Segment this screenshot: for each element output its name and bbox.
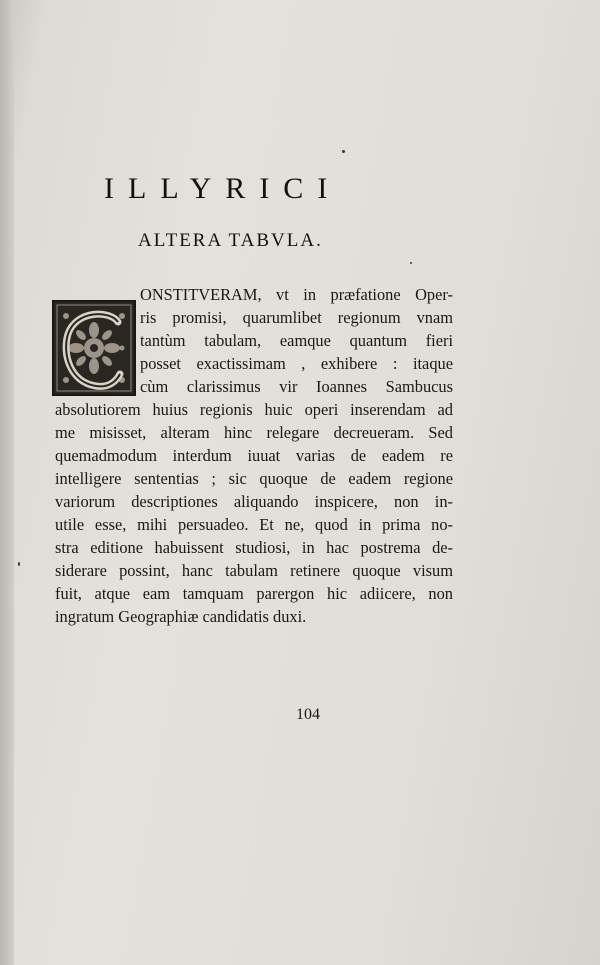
- page-title: ILLYRICI: [104, 172, 342, 205]
- body-paragraph: [55, 283, 453, 628]
- paper-speck: [410, 262, 412, 264]
- text-line: siderare possint, hanc tabulam retinere quoque visum: [55, 561, 453, 580]
- paper-speck: [342, 150, 345, 153]
- text-line: utile esse, mihi persuadeo. Et ne, quod in prima no-: [55, 515, 453, 534]
- text-line: tantùm tabulam, eamque quantum fieri: [140, 331, 453, 350]
- text-line: stra editione habuissent studiosi, in hac postrema de-: [55, 538, 453, 557]
- text-line: posset exactissimam , exhibere : itaque: [140, 354, 453, 373]
- text-line: intelligere sententias ; sic quoque de eadem regione: [55, 469, 453, 488]
- text-line: me misisset, alteram hinc relegare decreueram. Sed: [55, 423, 453, 442]
- page-subtitle: ALTERA TABVLA.: [138, 230, 323, 251]
- text-line: absolutiorem huius regionis huic operi inserendam ad: [55, 400, 453, 419]
- text-line: ingratum Geographiæ candidatis duxi.: [55, 607, 307, 626]
- text-line: fuit, atque eam tamquam parergon hic adiicere, non: [55, 584, 453, 603]
- paper-speck: [18, 562, 20, 566]
- text-line: quemadmodum interdum iuuat varias de eadem re: [55, 446, 453, 465]
- page-number: 104: [296, 706, 320, 723]
- text-line: cùm clarissimus vir Ioannes Sambucus: [140, 377, 453, 396]
- page-binding-edge: [0, 0, 14, 965]
- text-line: ris promisi, quarumlibet regionum vnam: [140, 308, 453, 327]
- text-line: variorum descriptiones aliquando inspicere, non in-: [55, 492, 453, 511]
- text-line: ONSTITVERAM, vt in præfatione Oper-: [140, 285, 453, 304]
